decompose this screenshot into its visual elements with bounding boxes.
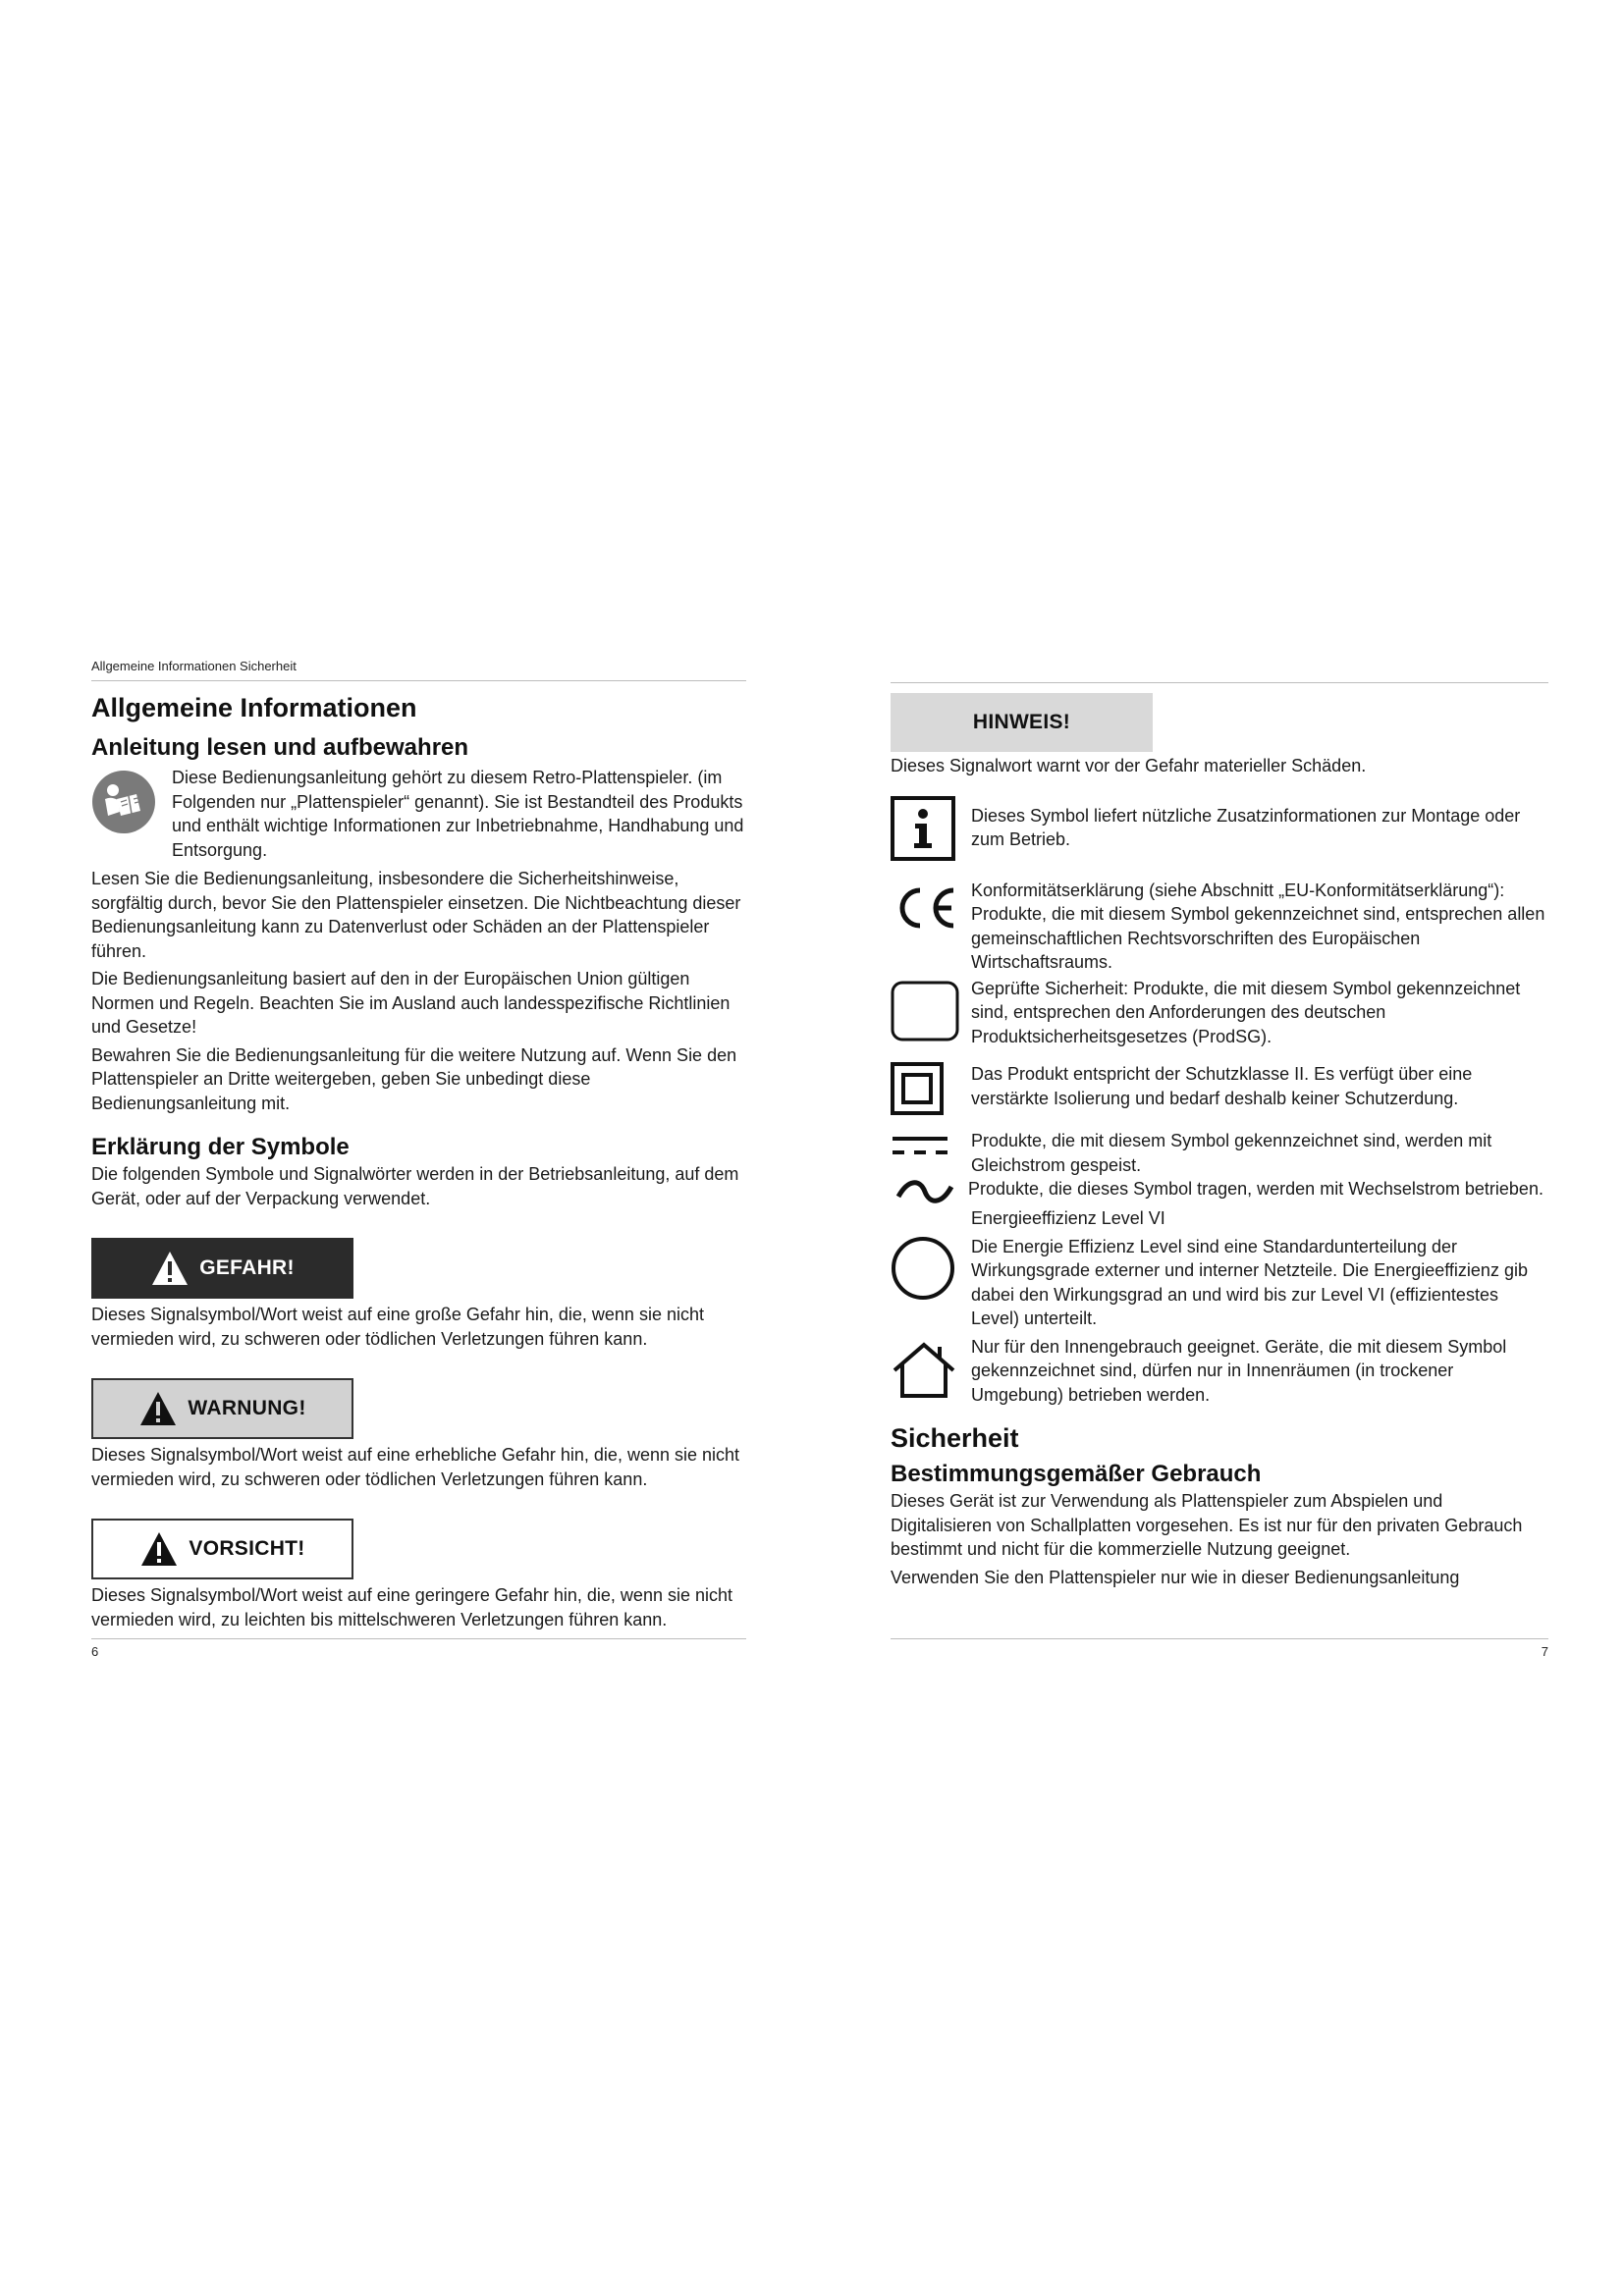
ce-mark-icon (891, 884, 957, 932)
bestimmung-paragraph-2: Verwenden Sie den Plattenspieler nur wie in dieser Bedienungsanleitung (891, 1567, 1460, 1587)
read-paragraph-2: Die Bedienungsanleitung basiert auf den in der Europäischen Union gültigen Normen und Regeln. Beachten Sie im Ausland auch landesspezifische Richtlinien und Gesetze! (91, 969, 731, 1037)
protection-class-2-icon (891, 1062, 944, 1115)
gs-symbol-text: Geprüfte Sicherheit: Produkte, die mit diesem Symbol gekennzeichnet sind, entsprechen den Anforderungen des deutschen Produktsicherheitsgesetzes (ProdSG). (971, 978, 1521, 1046)
symbol-row-ce (891, 880, 1548, 975)
warnung-label: WARNUNG! (188, 1397, 306, 1419)
vi-symbol-text: Die Energie Effizienz Level sind eine Standardunterteilung der Wirkungsgrade externer und interner Netzteile. Die Energieeffizienz gib dabei den Wirkungsgrad an und wird bis zur Level VI (effizientestes Level) unterteilt. (971, 1236, 1528, 1328)
gefahr-label-box (91, 1238, 353, 1299)
read-paragraph-3: Bewahren Sie die Bedienungsanleitung für die weitere Nutzung auf. Wenn Sie den Plattenspieler an Dritte weitergeben, geben Sie unbedingt diese Bedienungsanleitung mit. (91, 1044, 737, 1113)
section-title-symbols: Erklärung der Symbole (91, 1134, 350, 1160)
left-page (91, 0, 746, 2296)
read-intro-block (91, 766, 746, 862)
info-symbol-text: Dieses Symbol liefert nützliche Zusatzinformationen zur Montage oder zum Betrieb. (971, 805, 1521, 849)
page-title: Allgemeine Informationen (91, 693, 417, 722)
symbol-row-dc (891, 1129, 1548, 1177)
symbol-row-ac (891, 1177, 1548, 1206)
vorsicht-text: Dieses Signalsymbol/Wort weist auf eine geringere Gefahr hin, die, wenn sie nicht vermieden wird, zu leichten bis mittelschweren Verletzungen führen kann. (91, 1585, 733, 1629)
warning-triangle-icon (138, 1390, 178, 1427)
warnung-text: Dieses Signalsymbol/Wort weist auf eine erhebliche Gefahr hin, die, wenn sie nicht vermieden wird, zu schweren oder tödlichen Verletzungen führen kann. (91, 1445, 740, 1489)
read-manual-icon (91, 770, 156, 834)
footer-rule (91, 1638, 746, 1639)
section-title-read: Anleitung lesen und aufbewahren (91, 734, 469, 761)
indoor-symbol-text: Nur für den Innengebrauch geeignet. Geräte, die mit diesem Symbol gekennzeichnet sind, dürfen nur in Innenräumen (in trockener Umgebung) betrieben werden. (971, 1336, 1507, 1405)
alternating-current-icon (894, 1177, 955, 1206)
hinweis-label-box (891, 693, 1153, 752)
read-intro-text: Diese Bedienungsanleitung gehört zu diesem Retro-Plattenspieler. (im Folgenden nur „Plattenspieler“ genannt). Sie ist Bestandteil des Produkts und enthält wichtige Informationen zur Inbetriebnahme, Handhabung und Entsorgung. (172, 768, 744, 860)
vorsicht-label-box (91, 1519, 353, 1579)
section-title-bestimmung: Bestimmungsgemäßer Gebrauch (891, 1461, 1262, 1487)
right-content (891, 693, 1548, 1589)
ac-symbol-text: Produkte, die dieses Symbol tragen, werden mit Wechselstrom betrieben. (968, 1179, 1543, 1199)
vi-title: Energieeffizienz Level VI (971, 1208, 1165, 1228)
energy-level-vi-icon (891, 1236, 955, 1301)
info-icon (891, 796, 955, 861)
header-rule (891, 682, 1548, 683)
warnung-label-box (91, 1378, 353, 1439)
house-indoor-icon (891, 1341, 957, 1400)
section-title-sicherheit: Sicherheit (891, 1423, 1019, 1453)
gefahr-label: GEFAHR! (199, 1256, 295, 1279)
symbol-row-info (891, 796, 1548, 861)
symbol-row-class2 (891, 1062, 1548, 1115)
running-header: Allgemeine Informationen Sicherheit (91, 659, 297, 673)
ce-symbol-text: Konformitätserklärung (siehe Abschnitt „EU-Konformitätserklärung“): Produkte, die mit diesem Symbol gekennzeichnet sind, entsprechen allen gemeinschaftlichen Rechtsvorschriften des Europäischen Wirtschaftsraums. (971, 880, 1545, 972)
class2-symbol-text: Das Produkt entspricht der Schutzklasse II. Es verfügt über eine verstärkte Isolierung und bedarf deshalb keiner Schutzerdung. (971, 1064, 1473, 1108)
hinweis-text: Dieses Signalwort warnt vor der Gefahr materieller Schäden. (891, 756, 1367, 775)
gs-mark-icon (891, 981, 959, 1041)
footer-rule (891, 1638, 1548, 1639)
symbols-intro: Die folgenden Symbole und Signalwörter werden in der Betriebsanleitung, auf dem Gerät, oder auf der Verpackung verwendet. (91, 1164, 739, 1208)
page-number: 7 (1541, 1644, 1548, 1659)
symbol-row-vi (891, 1206, 1548, 1331)
header-rule (91, 680, 746, 681)
vorsicht-label: VORSICHT! (189, 1537, 305, 1560)
warning-triangle-icon (150, 1250, 189, 1287)
hinweis-label: HINWEIS! (972, 711, 1071, 733)
dc-symbol-text: Produkte, die mit diesem Symbol gekennzeichnet sind, werden mit Gleichstrom gespeist. (971, 1131, 1492, 1175)
symbol-row-gs (891, 977, 1548, 1049)
page-number: 6 (91, 1644, 99, 1659)
direct-current-icon (891, 1133, 949, 1162)
gefahr-text: Dieses Signalsymbol/Wort weist auf eine große Gefahr hin, die, wenn sie nicht vermieden wird, zu schweren oder tödlichen Verletzungen führen kann. (91, 1305, 704, 1349)
left-content (91, 690, 746, 1631)
symbol-row-indoor (891, 1335, 1548, 1408)
read-paragraph-1: Lesen Sie die Bedienungsanleitung, insbesondere die Sicherheitshinweise, sorgfältig durch, bevor Sie den Plattenspieler einsetzen. Die Nichtbeachtung dieser Bedienungsanleitung kann zu Datenverlust oder Schäden an der Plattenspieler führen. (91, 869, 741, 961)
bestimmung-paragraph-1: Dieses Gerät ist zur Verwendung als Plattenspieler zum Abspielen und Digitalisieren von Schallplatten vorgesehen. Es ist nur für den privaten Gebrauch bestimmt und nicht für die kommerzielle Nutzung geeignet. (891, 1491, 1523, 1559)
right-page (891, 0, 1548, 2296)
warning-triangle-icon (139, 1530, 179, 1568)
